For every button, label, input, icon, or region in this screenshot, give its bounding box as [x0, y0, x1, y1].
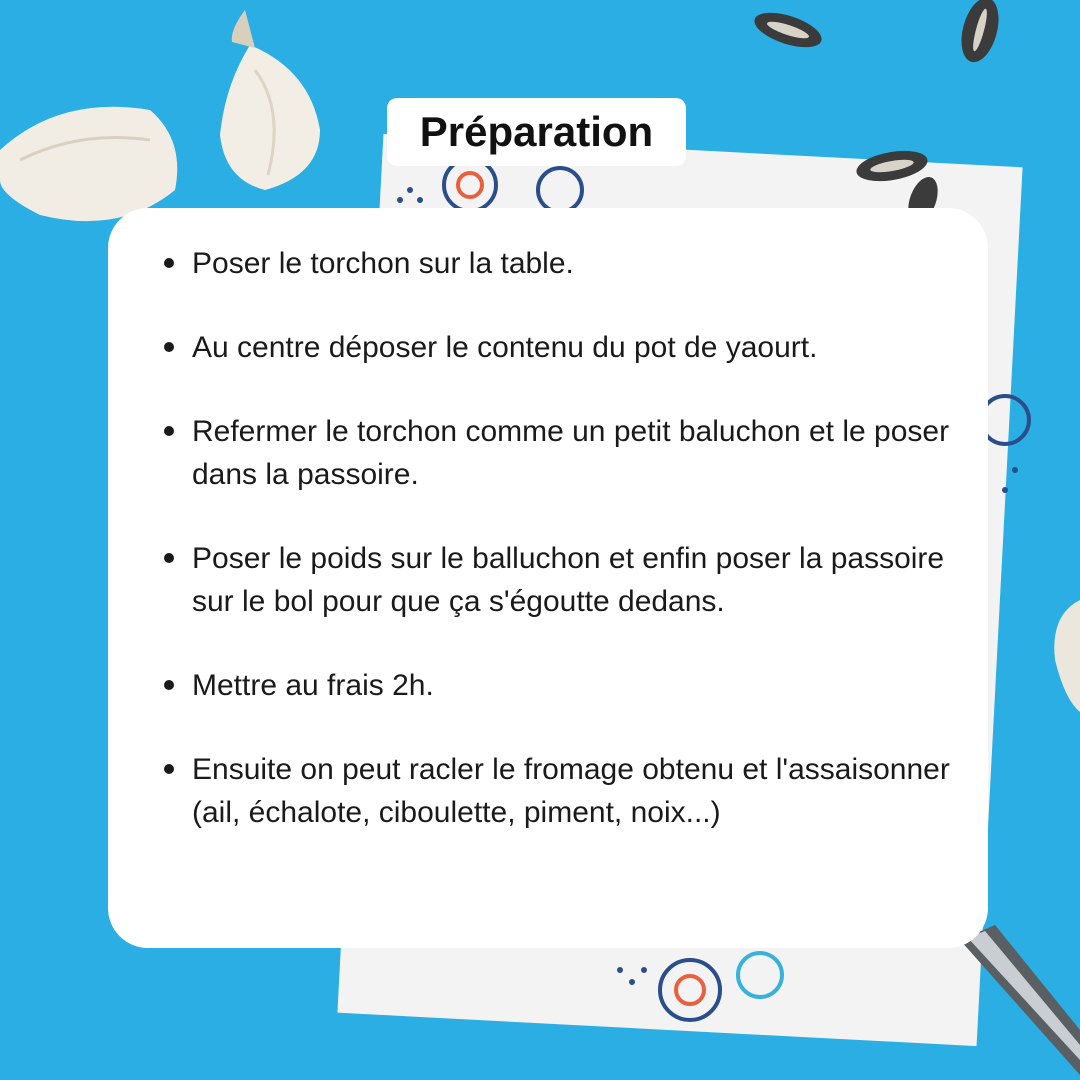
step-text: Refermer le torchon comme un petit baluchon et le poser dans la passoire. [192, 415, 950, 491]
bullet-icon [164, 680, 174, 690]
bullet-icon [164, 342, 174, 352]
step-text: Au centre déposer le contenu du pot de yaourt. [192, 331, 818, 364]
list-item [192, 410, 968, 496]
step-text: Poser le torchon sur la table. [192, 247, 574, 280]
list-item [192, 748, 968, 834]
sunflower-seed [750, 6, 825, 54]
page-title: Préparation [387, 98, 686, 166]
steps-list [192, 242, 968, 834]
list-item [192, 537, 968, 623]
step-text: Poser le poids sur le balluchon et enfin poser la passoire sur le bol pour que ça s'égoutte dedans. [192, 542, 945, 618]
bullet-icon [164, 553, 174, 563]
list-item [192, 664, 968, 707]
step-text: Mettre au frais 2h. [192, 669, 434, 702]
step-text: Ensuite on peut racler le fromage obtenu et l'assaisonner (ail, échalote, ciboulette, piment, noix...) [192, 753, 950, 829]
list-item [192, 242, 968, 285]
sunflower-seed [955, 0, 1005, 66]
garlic-clove [1054, 600, 1080, 712]
instructions-card [108, 208, 988, 948]
garlic-clove [220, 10, 320, 190]
bullet-icon [164, 426, 174, 436]
garlic-clove [0, 107, 177, 221]
list-item [192, 326, 968, 369]
bullet-icon [164, 764, 174, 774]
bullet-icon [164, 258, 174, 268]
